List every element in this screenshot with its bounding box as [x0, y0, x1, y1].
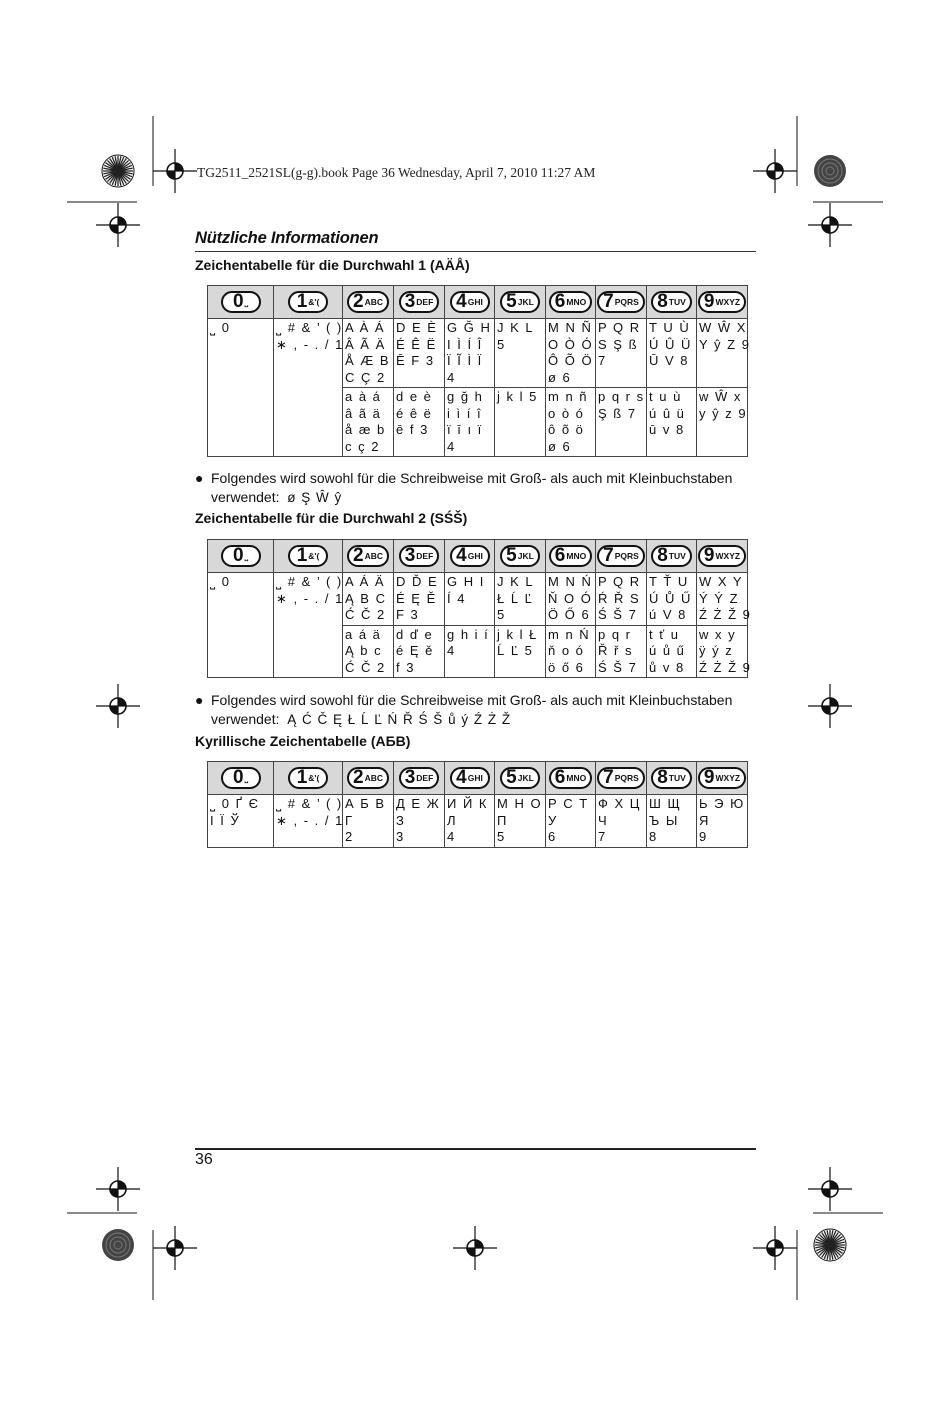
key-8-icon: [651, 291, 692, 313]
key-2-icon: [347, 291, 389, 313]
key-header-cell: [596, 540, 647, 573]
key-letters: WXYZ: [715, 296, 741, 307]
key-header-cell: [647, 540, 697, 573]
char-cell: ⎵ 0: [208, 573, 274, 678]
key-1-icon: [288, 767, 328, 789]
note-chars: ø Ş Ŵ ŷ: [287, 490, 343, 505]
key-header-cell: [596, 286, 647, 319]
table3-title: Kyrillische Zeichentabelle (АБВ): [195, 733, 411, 749]
key-letters: JKL: [517, 296, 534, 307]
character-table-1: [207, 285, 751, 457]
note-text-2: verwendet:: [211, 711, 280, 727]
char-cell: a á ä Ą b c Ć Č 2: [343, 625, 394, 678]
key-header-cell: [343, 762, 394, 795]
char-cell: W X Y Ý Ý Z Ź Ż Ž 9: [697, 573, 748, 626]
key-0-icon: [221, 545, 261, 567]
key-header-cell: [445, 762, 495, 795]
section-divider: [195, 251, 756, 252]
character-table-3: [207, 761, 748, 848]
key-1-icon: [288, 545, 328, 567]
print-header: TG2511_2521SL(g-g).book Page 36 Wednesday, April 7, 2010 11:27 AM: [197, 165, 596, 180]
key-8-icon: [651, 767, 692, 789]
char-cell: A À Á Â Ã Ä Å Æ B C Ç 2: [343, 319, 394, 388]
char-cell: g h i í 4: [445, 625, 495, 678]
note-text: Folgendes wird sowohl für die Schreibweise mit Groß- als auch mit Kleinbuchstaben: [211, 692, 733, 708]
char-cell: d ď e é Ę ě f 3: [394, 625, 445, 678]
char-cell: p q r Ř ř s Ś Š 7: [596, 625, 647, 678]
key-letters: MNO: [566, 296, 587, 307]
key-number: 7: [603, 291, 614, 312]
key-6-icon: [549, 767, 592, 789]
page-number: 36: [195, 1151, 213, 1168]
char-cell: d e è é ê ë ē f 3: [394, 388, 445, 457]
key-6-icon: [549, 291, 592, 313]
key-number: 9: [703, 545, 715, 566]
char-cell: j k l Ł Ĺ Ľ 5: [495, 625, 546, 678]
char-cell: Ф Х Ц Ч 7: [596, 795, 647, 848]
upper-row: [208, 319, 748, 388]
key-header-cell: [697, 540, 748, 573]
char-cell: М Н О П 5: [495, 795, 546, 848]
key-7-icon: [597, 291, 645, 313]
key-letters: MNO: [566, 772, 587, 783]
char-row: [208, 795, 748, 848]
key-letters: JKL: [517, 772, 534, 783]
note-1: [195, 469, 732, 507]
char-cell: w x y ÿ ý z Ź Ż Ž 9: [697, 625, 748, 678]
key-4-icon: [450, 545, 490, 567]
key-number: 1: [296, 767, 308, 788]
key-number: 5: [506, 291, 517, 312]
key-9-icon: [698, 545, 746, 567]
char-cell: J K L Ł Ĺ Ľ 5: [495, 573, 546, 626]
key-letters: WXYZ: [715, 772, 741, 783]
key-number: 4: [456, 291, 467, 312]
char-cell: ⎵ 0: [208, 319, 274, 457]
char-cell: M N Ń Ň O Ó Ö Ő 6: [546, 573, 596, 626]
key-header-cell: [343, 540, 394, 573]
char-cell: w Ŵ x y ŷ z 9: [697, 388, 748, 457]
key-letters: MNO: [566, 550, 587, 561]
key-number: 1: [296, 545, 308, 566]
key-header-cell: [274, 762, 343, 795]
key-number: 3: [404, 545, 416, 566]
table1-title: Zeichentabelle für die Durchwahl 1 (AÄÅ): [195, 257, 470, 273]
key-letters: DEF: [416, 550, 434, 561]
char-cell: T U Ù Ú Û Ü Ū V 8: [647, 319, 697, 388]
key-number: 7: [603, 545, 614, 566]
key-letters: GHI: [467, 772, 483, 783]
key-9-icon: [698, 291, 746, 313]
char-cell: Д Е Ж З 3: [394, 795, 445, 848]
key-5-icon: [500, 545, 540, 567]
key-number: 0: [233, 767, 244, 788]
note-2: [195, 691, 732, 729]
key-number: 2: [353, 767, 364, 788]
key-number: 4: [456, 545, 467, 566]
char-cell: Ь Э Ю Я 9: [697, 795, 748, 848]
key-number: 9: [703, 291, 715, 312]
char-cell: А Б В Г 2: [343, 795, 394, 848]
key-number: 6: [554, 291, 566, 312]
key-0-icon: [221, 291, 261, 313]
key-letters: DEF: [416, 772, 434, 783]
key-7-icon: [597, 767, 645, 789]
char-cell: g ğ h i ì í î ï ī ı ï 4: [445, 388, 495, 457]
key-0-icon: [221, 767, 261, 789]
key-number: 9: [703, 767, 715, 788]
key-header-cell: [495, 540, 546, 573]
key-3-icon: [399, 545, 440, 567]
key-header-cell: [343, 286, 394, 319]
key-number: 3: [404, 291, 416, 312]
key-letters: TUV: [668, 550, 686, 561]
key-letters: GHI: [467, 296, 483, 307]
key-header-cell: [445, 286, 495, 319]
key-3-icon: [399, 767, 440, 789]
char-cell: J K L 5: [495, 319, 546, 388]
key-header-cell: [445, 540, 495, 573]
char-cell: Ш Щ Ъ Ы 8: [647, 795, 697, 848]
key-number: 2: [353, 545, 364, 566]
char-cell: ⎵ 0 Ґ Є І Ї Ў: [208, 795, 274, 848]
key-header-cell: [546, 540, 596, 573]
bullet-icon: ●: [195, 470, 204, 486]
section-title: Nützliche Informationen: [195, 229, 379, 247]
table2-title: Zeichentabelle für die Durchwahl 2 (SŚŠ): [195, 510, 468, 526]
char-cell: a à á â ã ä å æ b c ç 2: [343, 388, 394, 457]
key-letters: WXYZ: [715, 550, 741, 561]
key-header-cell: [546, 762, 596, 795]
char-cell: И Й К Л 4: [445, 795, 495, 848]
char-cell: G Ğ H I Ì Í Î Ï Ĩ Ì Ï 4: [445, 319, 495, 388]
key-number: 2: [353, 291, 364, 312]
key-letters: ⎵: [244, 296, 248, 307]
footer-divider: [195, 1148, 756, 1150]
key-header-cell: [208, 286, 274, 319]
char-cell: P Q R S Ş ß 7: [596, 319, 647, 388]
char-cell: D E È É Ê Ë Ē F 3: [394, 319, 445, 388]
key-4-icon: [450, 767, 490, 789]
key-letters: DEF: [416, 296, 434, 307]
key-5-icon: [500, 291, 540, 313]
key-letters: TUV: [668, 296, 686, 307]
char-cell: Р С Т У 6: [546, 795, 596, 848]
note-text: Folgendes wird sowohl für die Schreibweise mit Groß- als auch mit Kleinbuchstaben: [211, 470, 733, 486]
key-letters: &'(: [308, 772, 320, 783]
key-letters: GHI: [467, 550, 483, 561]
key-number: 5: [506, 767, 517, 788]
key-8-icon: [651, 545, 692, 567]
key-letters: PQRS: [614, 296, 639, 307]
upper-row: [208, 573, 748, 626]
char-cell: T Ť U Ú Ů Ű ú V 8: [647, 573, 697, 626]
char-cell: P Q R Ŕ Ř S Ś Š 7: [596, 573, 647, 626]
key-header-cell: [647, 762, 697, 795]
key-header-cell: [495, 286, 546, 319]
key-6-icon: [549, 545, 592, 567]
key-header-cell: [697, 286, 748, 319]
note-chars: Ą Ć Č Ę Ł Ĺ Ľ Ń Ř Ś Š ů ý Ź Ż Ž: [287, 712, 512, 727]
key-letters: PQRS: [614, 772, 639, 783]
char-cell: A Á Ä Ą B C Ć Č 2: [343, 573, 394, 626]
key-9-icon: [698, 767, 746, 789]
key-number: 8: [657, 291, 668, 312]
key-1-icon: [288, 291, 328, 313]
key-number: 0: [233, 291, 244, 312]
key-number: 5: [506, 545, 517, 566]
char-cell: m n ñ o ò ó ô õ ö ø 6: [546, 388, 596, 457]
char-cell: t ť u ú ů ű ů v 8: [647, 625, 697, 678]
key-row: [208, 540, 748, 573]
key-header-cell: [596, 762, 647, 795]
key-7-icon: [597, 545, 645, 567]
char-cell: D Ď E É Ę Ě F 3: [394, 573, 445, 626]
char-cell: G H I Í 4: [445, 573, 495, 626]
key-header-cell: [697, 762, 748, 795]
key-letters: ⎵: [244, 550, 248, 561]
key-header-cell: [394, 286, 445, 319]
char-cell: M N Ñ O Ò Ó Ô Õ Ö ø 6: [546, 319, 596, 388]
key-number: 8: [657, 545, 668, 566]
key-row: [208, 286, 748, 319]
key-3-icon: [399, 291, 440, 313]
key-letters: &'(: [308, 296, 320, 307]
key-letters: TUV: [668, 772, 686, 783]
key-letters: ABC: [364, 296, 383, 307]
key-header-cell: [647, 286, 697, 319]
key-number: 6: [554, 545, 566, 566]
key-2-icon: [347, 767, 389, 789]
char-cell: m n Ń ň o ó ö ő 6: [546, 625, 596, 678]
key-number: 8: [657, 767, 668, 788]
key-number: 6: [554, 767, 566, 788]
key-number: 0: [233, 545, 244, 566]
key-header-cell: [546, 286, 596, 319]
key-number: 1: [296, 291, 308, 312]
key-number: 3: [404, 767, 416, 788]
char-cell: ⎵ # & ’ ( ) ∗ , - . / 1: [274, 319, 343, 457]
char-cell: p q r s Ş ß 7: [596, 388, 647, 457]
key-header-cell: [495, 762, 546, 795]
key-number: 4: [456, 767, 467, 788]
char-cell: ⎵ # & ’ ( ) ∗ , - . / 1: [274, 795, 343, 848]
key-letters: ⎵: [244, 772, 248, 783]
key-5-icon: [500, 767, 540, 789]
key-header-cell: [394, 762, 445, 795]
character-table-2: [207, 539, 752, 678]
key-4-icon: [450, 291, 490, 313]
bullet-icon: ●: [195, 692, 204, 708]
char-cell: W Ŵ X Y ŷ Z 9: [697, 319, 748, 388]
key-header-cell: [208, 762, 274, 795]
char-cell: ⎵ # & ’ ( ) ∗ , - . / 1: [274, 573, 343, 678]
key-header-cell: [274, 286, 343, 319]
key-letters: ABC: [364, 772, 383, 783]
char-cell: t u ù ú û ü ū v 8: [647, 388, 697, 457]
key-header-cell: [394, 540, 445, 573]
key-letters: JKL: [517, 550, 534, 561]
key-number: 7: [603, 767, 614, 788]
key-2-icon: [347, 545, 389, 567]
key-letters: &'(: [308, 550, 320, 561]
key-letters: PQRS: [614, 550, 639, 561]
note-text-2: verwendet:: [211, 489, 280, 505]
key-letters: ABC: [364, 550, 383, 561]
key-row: [208, 762, 748, 795]
key-header-cell: [274, 540, 343, 573]
key-header-cell: [208, 540, 274, 573]
char-cell: j k l 5: [495, 388, 546, 457]
